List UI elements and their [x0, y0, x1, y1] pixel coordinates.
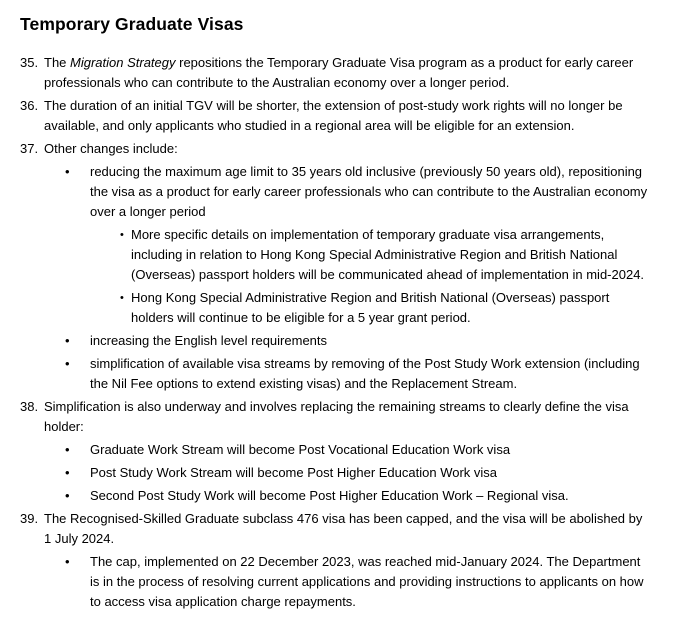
- text-segment: The: [44, 55, 71, 70]
- bullet-item: [20, 486, 650, 506]
- item-number: 39.: [20, 511, 39, 526]
- item-number: 36.: [20, 98, 39, 113]
- numbered-paragraph: [20, 397, 650, 437]
- item-text: reducing the maximum age limit to 35 years old inclusive (previously 50 years old), repositioning the visa as a product for early career professionals who can contribute to the Australian economy over a longer period: [90, 164, 648, 219]
- bullet-item: [20, 354, 650, 394]
- item-number: 38.: [20, 399, 39, 414]
- bullet-icon: •: [120, 292, 124, 304]
- item-text: Hong Kong Special Administrative Region and British National (Overseas) passport holders will continue to be eligible for a 5 year grant period.: [131, 290, 610, 325]
- numbered-paragraph: [20, 53, 650, 93]
- bullet-item: [20, 331, 650, 351]
- bullet-item: [20, 552, 650, 612]
- bullet-icon: •: [120, 229, 124, 241]
- item-text: The cap, implemented on 22 December 2023, was reached mid-January 2024. The Department is in the process of resolving current applications and providing instructions to applicants on how to access visa application charge repayments.: [90, 554, 644, 609]
- numbered-paragraph: [20, 509, 650, 549]
- item-text: Graduate Work Stream will become Post Vocational Education Work visa: [90, 442, 511, 457]
- item-text: Second Post Study Work will become Post Higher Education Work – Regional visa.: [90, 488, 569, 503]
- item-text: The duration of an initial TGV will be shorter, the extension of post-study work rights will no longer be available, and only applicants who studied in a regional area will be eligible for an extension.: [44, 98, 623, 133]
- item-number: 35.: [20, 55, 39, 70]
- item-text: [44, 55, 633, 90]
- bullet-icon: •: [65, 356, 70, 371]
- bullet-item: [20, 463, 650, 483]
- numbered-paragraph: [20, 139, 650, 159]
- italic-text-segment: Migration Strategy: [70, 55, 176, 70]
- item-text: Post Study Work Stream will become Post Higher Education Work visa: [90, 465, 498, 480]
- item-text: simplification of available visa streams by removing of the Post Study Work extension (including the Nil Fee options to extend existing visas) and the Replacement Stream.: [90, 356, 640, 391]
- bullet-item: [20, 162, 650, 222]
- page-title: Temporary Graduate Visas: [20, 14, 244, 34]
- bullet-icon: •: [65, 164, 70, 179]
- numbered-paragraph: [20, 96, 650, 136]
- bullet-icon: •: [65, 333, 70, 348]
- bullet-icon: •: [65, 554, 70, 569]
- item-text: More specific details on implementation of temporary graduate visa arrangements, including in relation to Hong Kong Special Administrative Region and British National (Overseas) passport holders will be communicated ahead of implementation in mid-2024.: [131, 227, 645, 282]
- sub-bullet-item: [20, 225, 650, 285]
- item-text: increasing the English level requirements: [90, 333, 328, 348]
- bullet-icon: •: [65, 465, 70, 480]
- sub-bullet-item: [20, 288, 650, 328]
- text-segment: repositions the Temporary Graduate Visa program as a product for early career professionals who can contribute to the Australian economy over a longer period.: [44, 55, 634, 90]
- bullet-icon: •: [65, 442, 70, 457]
- document-body: [20, 53, 650, 612]
- bullet-icon: •: [65, 488, 70, 503]
- bullet-item: [20, 440, 650, 460]
- item-text: Simplification is also underway and involves replacing the remaining streams to clearly define the visa holder:: [44, 399, 629, 434]
- item-text: Other changes include:: [44, 141, 178, 156]
- item-number: 37.: [20, 141, 39, 156]
- item-text: The Recognised-Skilled Graduate subclass 476 visa has been capped, and the visa will be abolished by 1 July 2024.: [44, 511, 643, 546]
